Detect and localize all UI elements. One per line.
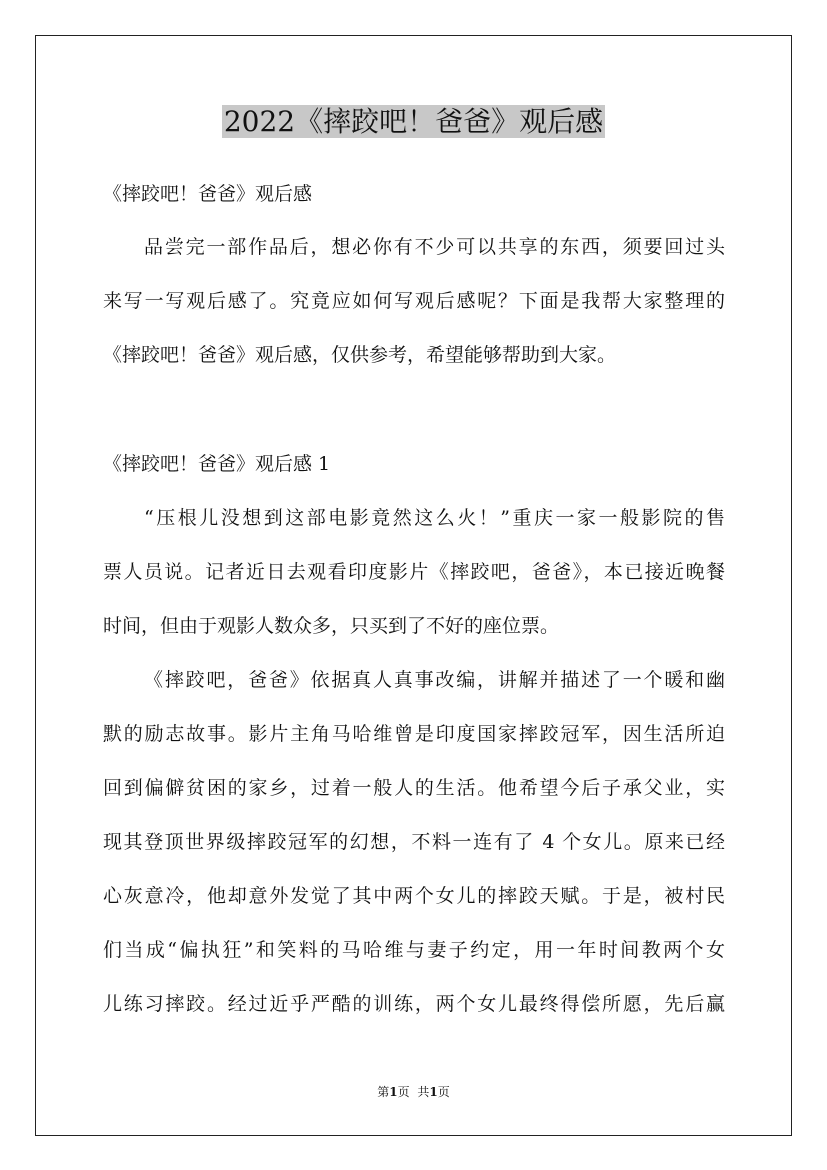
paragraph-line: 时间，但由于观影人数众多，只买到了不好的座位票。 [103,615,560,637]
footer-page-number: 1 [389,1085,398,1099]
footer-page-prefix: 第 [377,1085,390,1099]
paragraph-line: 儿练习摔跤。经过近乎严酷的训练，两个女儿最终得偿所愿，先后赢 [103,993,725,1015]
intro-line: 品尝完一部作品后，想必你有不少可以共享的东西，须要回过头 [144,236,725,258]
paragraph-line: 心灰意冷，他却意外发觉了其中两个女儿的摔跤天赋。于是，被村民 [103,885,725,907]
paragraph-line: 默的励志故事。影片主角马哈维曾是印度国家摔跤冠军，因生活所迫 [103,723,725,745]
intro-heading: 《摔跤吧！爸爸》观后感 [103,183,313,205]
footer-page-suffix: 页 [397,1085,410,1099]
page-footer [0,1083,827,1101]
footer-total-prefix: 共 [417,1085,430,1099]
paragraph-line: 们当成“偏执狂”和笑料的马哈维与妻子约定，用一年时间教两个女 [103,939,725,961]
section-heading: 《摔跤吧！爸爸》观后感 1 [103,453,331,475]
paragraph-line: 票人员说。记者近日去观看印度影片《摔跤吧，爸爸》，本已接近晚餐 [103,561,725,583]
paragraph-line: 现其登顶世界级摔跤冠军的幻想，不料一连有了 4 个女儿。原来已经 [103,831,725,853]
document-title [0,100,827,144]
footer-total-suffix: 页 [437,1085,450,1099]
paragraph-line: “压根儿没想到这部电影竟然这么火！”重庆一家一般影院的售 [144,507,725,529]
intro-line: 《摔跤吧！爸爸》观后感，仅供参考，希望能够帮助到大家。 [103,344,617,366]
document-title-text: 2022《摔跤吧！爸爸》观后感 [223,105,604,138]
intro-line: 来写一写观后感了。究竟应如何写观后感呢？下面是我帮大家整理的 [103,290,725,312]
paragraph-line: 《摔跤吧，爸爸》依据真人真事改编，讲解并描述了一个暖和幽 [144,669,725,691]
paragraph-line: 回到偏僻贫困的家乡，过着一般人的生活。他希望今后子承父业，实 [103,777,725,799]
footer-total-number: 1 [429,1085,438,1099]
